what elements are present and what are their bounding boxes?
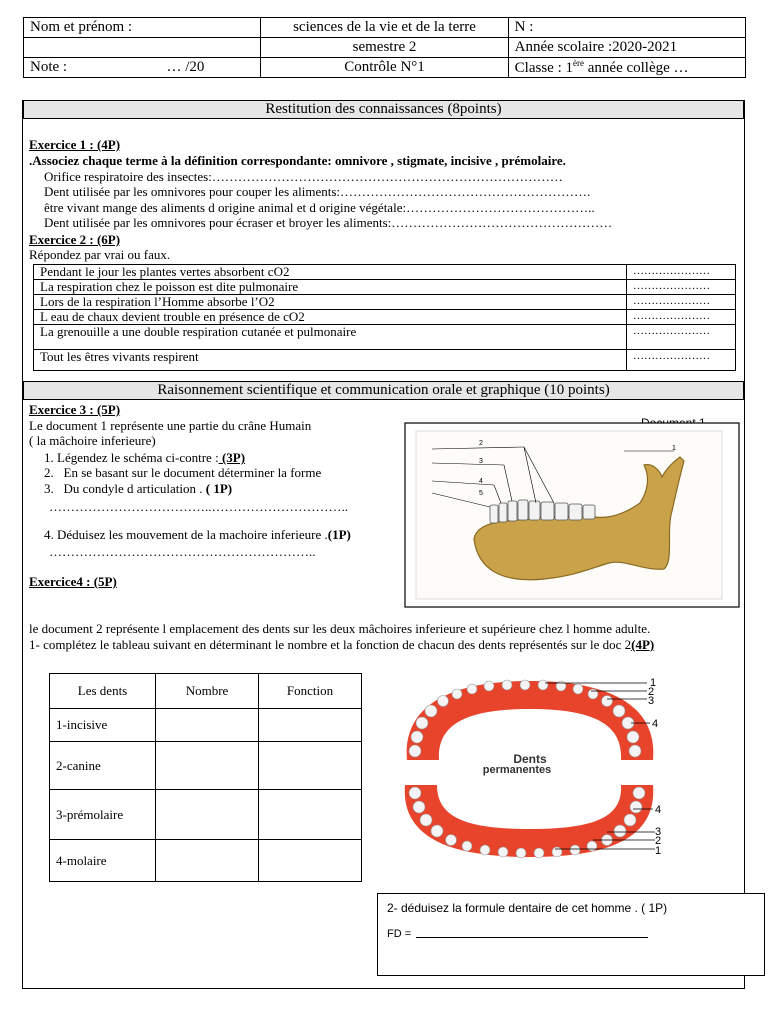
answer-blank[interactable]: ………………… bbox=[627, 325, 736, 350]
answer-blank[interactable]: ………………… bbox=[627, 350, 736, 371]
section1-title: Restitution des connaissances (8points) bbox=[23, 100, 744, 119]
number-cell[interactable] bbox=[156, 742, 259, 790]
tooth bbox=[624, 814, 636, 826]
header-table bbox=[23, 17, 746, 78]
tooth bbox=[627, 731, 639, 743]
ex3-q4: 4. Déduisez les mouvement de la machoire inferieure .(1P) bbox=[44, 527, 351, 542]
table-row bbox=[34, 325, 736, 350]
ex4-intro: le document 2 représente l emplacement des dents sur les deux mâchoires inferieure et supérieure chez l homme adulte. bbox=[29, 621, 651, 636]
jaw-diagram bbox=[404, 421, 741, 609]
number-cell[interactable] bbox=[156, 709, 259, 742]
ex3-q3: 3. Du condyle d articulation . ( 1P) bbox=[44, 481, 233, 496]
tooth-type: 1-incisive bbox=[50, 709, 156, 742]
tooth bbox=[518, 500, 528, 520]
ex3-title: Exercice 3 : (5P) bbox=[29, 402, 121, 417]
tooth bbox=[541, 502, 554, 520]
tooth bbox=[613, 705, 625, 717]
statement: Lors de la respiration l’Homme absorbe l’O2 bbox=[34, 295, 627, 310]
tooth bbox=[520, 680, 530, 690]
col-header: Fonction bbox=[259, 674, 362, 709]
note-field bbox=[24, 58, 261, 78]
table-row bbox=[34, 310, 736, 325]
lower-gum bbox=[405, 785, 654, 857]
ex3-q1: 1. Légendez le schéma ci-contre : (3P) bbox=[44, 450, 246, 465]
tooth bbox=[416, 717, 428, 729]
jaw-label: 4 bbox=[479, 478, 483, 485]
ex2-title: Exercice 2 : (6P) bbox=[29, 232, 121, 247]
name-field: Nom et prénom : bbox=[24, 18, 261, 38]
tooth-label: 1 bbox=[650, 677, 657, 689]
table-row bbox=[34, 265, 736, 280]
jaw-label: 3 bbox=[479, 458, 483, 465]
test-title: Contrôle N°1 bbox=[261, 58, 508, 78]
tooth bbox=[462, 841, 472, 851]
tooth bbox=[629, 745, 641, 757]
tooth bbox=[534, 848, 544, 858]
function-cell[interactable] bbox=[259, 709, 362, 742]
tooth bbox=[480, 845, 490, 855]
function-cell[interactable] bbox=[259, 840, 362, 882]
jaw-label: 5 bbox=[479, 490, 483, 497]
tooth bbox=[484, 681, 494, 691]
answer-blank[interactable]: ………………… bbox=[627, 280, 736, 295]
tooth bbox=[602, 696, 613, 707]
jaw-label: 1 bbox=[672, 445, 676, 452]
jaw-label: 2 bbox=[479, 440, 483, 447]
statement: Pendant le jour les plantes vertes absorbent cO2 bbox=[34, 265, 627, 280]
tooth bbox=[552, 847, 562, 857]
function-cell[interactable] bbox=[259, 742, 362, 790]
number-cell[interactable] bbox=[156, 840, 259, 882]
answer-blank[interactable]: ………………… bbox=[627, 295, 736, 310]
tooth bbox=[630, 801, 642, 813]
tooth bbox=[446, 835, 457, 846]
table-row bbox=[34, 280, 736, 295]
tooth bbox=[508, 501, 517, 521]
section2-title: Raisonnement scientifique et communication orale et graphique (10 points) bbox=[23, 381, 744, 400]
function-cell[interactable] bbox=[259, 790, 362, 840]
tooth bbox=[452, 689, 462, 699]
tooth bbox=[502, 680, 512, 690]
tooth-label: 4 bbox=[652, 718, 659, 730]
statement: La grenouille a une double respiration cutanée et pulmonaire bbox=[34, 325, 627, 350]
tooth-type: 3-prémolaire bbox=[50, 790, 156, 840]
answer-dots[interactable]: …………………………………………………….. bbox=[49, 544, 316, 559]
ex1-line: Orifice respiratoire des insectes:……………………………………………………………………… bbox=[44, 169, 563, 184]
tooth bbox=[529, 501, 540, 520]
class-field: Classe : 1ère année collège … bbox=[508, 58, 745, 78]
formula-box bbox=[377, 893, 765, 976]
tooth bbox=[570, 845, 580, 855]
true-false-table bbox=[33, 264, 736, 371]
tooth bbox=[413, 801, 425, 813]
tooth bbox=[587, 841, 597, 851]
table-row bbox=[34, 350, 736, 371]
ex1-line: Dent utilisée par les omnivores pour écraser et broyer les aliments:…………………………………………… bbox=[44, 215, 613, 230]
ex3-intro: ( la mâchoire inferieure) bbox=[29, 433, 156, 448]
tooth bbox=[499, 503, 507, 522]
tooth-label: 2 bbox=[648, 686, 655, 698]
tooth-label: 2 bbox=[655, 835, 662, 847]
tooth bbox=[538, 680, 548, 690]
tooth bbox=[431, 825, 443, 837]
fd-answer-line[interactable] bbox=[416, 937, 648, 938]
subject: sciences de la vie et de la terre bbox=[261, 18, 508, 38]
dental-arches-diagram bbox=[395, 675, 670, 860]
col-header: Nombre bbox=[156, 674, 259, 709]
tooth-label: 4 bbox=[655, 804, 662, 816]
tooth bbox=[498, 847, 508, 857]
table-header-row bbox=[50, 674, 362, 709]
fd-label: FD = bbox=[387, 928, 412, 940]
tooth bbox=[573, 684, 583, 694]
table-row bbox=[50, 790, 362, 840]
number-cell[interactable] bbox=[156, 790, 259, 840]
statement: L eau de chaux devient trouble en présence de cO2 bbox=[34, 310, 627, 325]
diagram-title: Dents bbox=[513, 752, 547, 766]
tooth bbox=[588, 689, 598, 699]
tooth bbox=[425, 705, 437, 717]
tooth bbox=[438, 696, 449, 707]
ex1-line: Dent utilisée par les omnivores pour couper les aliments:…………………………………………………. bbox=[44, 184, 591, 199]
tooth bbox=[614, 825, 626, 837]
number-field: N : bbox=[508, 18, 745, 38]
tooth bbox=[583, 505, 595, 519]
tooth bbox=[411, 731, 423, 743]
tooth bbox=[409, 787, 421, 799]
ex4-q2: 2- déduisez la formule dentaire de cet homme . ( 1P) bbox=[387, 901, 668, 915]
tooth bbox=[420, 814, 432, 826]
answer-dots[interactable]: ………………………………..………………………….. bbox=[49, 499, 348, 514]
tooth-type: 2-canine bbox=[50, 742, 156, 790]
tooth-label: 1 bbox=[655, 845, 662, 857]
school-year: Année scolaire :2020-2021 bbox=[508, 38, 745, 58]
statement: La respiration chez le poisson est dite pulmonaire bbox=[34, 280, 627, 295]
answer-blank[interactable]: ………………… bbox=[627, 265, 736, 280]
ex1-instruction: .Associez chaque terme à la définition correspondante: omnivore , stigmate, incisive , prémolaire. bbox=[29, 153, 566, 168]
tooth-type: 4-molaire bbox=[50, 840, 156, 882]
tooth bbox=[569, 504, 582, 520]
table-row bbox=[34, 295, 736, 310]
tooth bbox=[633, 787, 645, 799]
tooth bbox=[555, 503, 568, 520]
tooth bbox=[490, 505, 498, 523]
ex3-q2: 2. En se basant sur le document déterminer la forme bbox=[44, 465, 322, 480]
tooth-label: 3 bbox=[648, 695, 655, 707]
ex3-intro: Le document 1 représente une partie du crâne Humain bbox=[29, 418, 312, 433]
note-label: Note : bbox=[30, 59, 68, 75]
ex1-title: Exercice 1 : (4P) bbox=[29, 137, 121, 152]
col-header: Les dents bbox=[50, 674, 156, 709]
ex4-title: Exercice4 : (5P) bbox=[29, 574, 117, 589]
tooth bbox=[516, 848, 526, 858]
tooth-label: 3 bbox=[655, 826, 662, 838]
tooth bbox=[467, 684, 477, 694]
statement: Tout les êtres vivants respirent bbox=[34, 350, 627, 371]
table-row bbox=[50, 742, 362, 790]
tooth bbox=[409, 745, 421, 757]
tooth bbox=[556, 681, 566, 691]
table-row bbox=[50, 840, 362, 882]
upper-gum bbox=[407, 681, 654, 760]
ex1-line: être vivant mange des aliments d origine animal et d origine végétale:…………………………………….. bbox=[44, 200, 595, 215]
table-row bbox=[50, 709, 362, 742]
semester: semestre 2 bbox=[261, 38, 508, 58]
answer-blank[interactable]: ………………… bbox=[627, 310, 736, 325]
ex4-q1: 1- complétez le tableau suivant en déterminant le nombre et la fonction de chacun des dents représentés sur le doc 2(4P) bbox=[29, 637, 655, 652]
note-value: … /20 bbox=[166, 59, 205, 75]
diagram-subtitle: permanentes bbox=[482, 764, 552, 776]
ex2-instruction: Répondez par vrai ou faux. bbox=[29, 247, 171, 262]
teeth-table bbox=[49, 673, 362, 882]
empty-cell bbox=[24, 38, 261, 58]
